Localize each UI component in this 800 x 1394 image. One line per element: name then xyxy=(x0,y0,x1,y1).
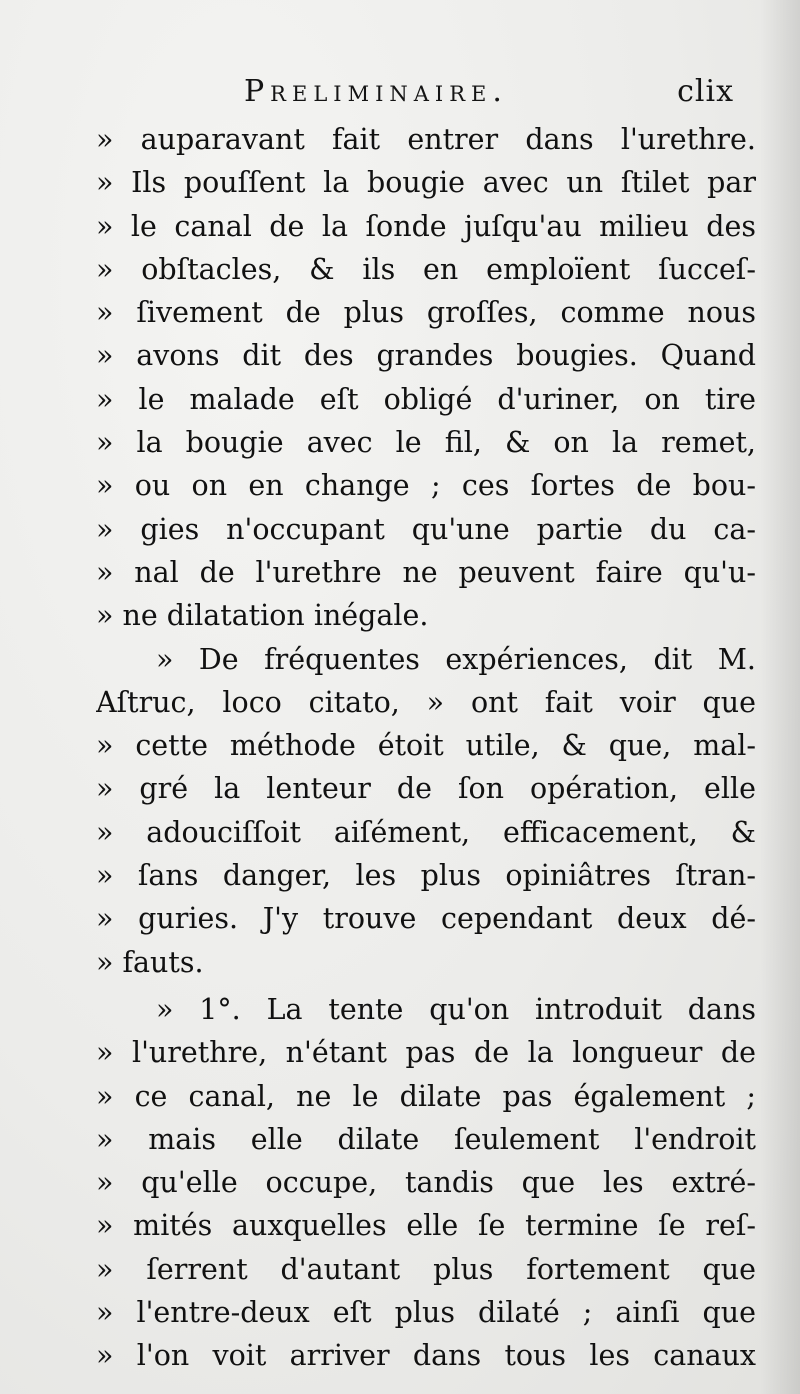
text-line: » gré la lenteur de ſon opération, elle xyxy=(96,772,756,806)
text-line: » ſerrent d'autant plus fortement que xyxy=(96,1252,756,1286)
body-text xyxy=(96,118,756,1378)
text-line: » qu'elle occupe, tandis que les extré- xyxy=(96,1166,756,1200)
text-line: » adouciſſoit aiſément, efficacement, & xyxy=(96,815,756,849)
page-header xyxy=(0,68,800,118)
text-line: » mais elle dilate ſeulement l'endroit xyxy=(96,1122,756,1156)
text-line: » auparavant fait entrer dans l'urethre. xyxy=(96,123,756,156)
paragraph-start-line: » De fréquentes expériences, dit M. xyxy=(156,642,756,676)
text-line: » l'on voit arriver dans tous les canaux xyxy=(96,1339,756,1373)
text-line: » nal de l'urethre ne peuvent faire qu'u- xyxy=(96,555,756,589)
text-line: » gies n'occupant qu'une partie du ca- xyxy=(96,512,756,546)
text-line: » fauts. xyxy=(96,945,204,979)
text-line: » la bougie avec le fil, & on la remet, xyxy=(96,426,756,460)
text-line: » Ils pouſſent la bougie avec un ſtilet par xyxy=(96,166,756,200)
text-line: » l'entre-deux eſt plus dilaté ; ainſi que xyxy=(96,1296,756,1330)
text-line: » l'urethre, n'étant pas de la longueur de xyxy=(96,1036,756,1070)
running-head: Preliminaire. xyxy=(244,74,508,109)
paragraph-start-line: » 1°. La tente qu'on introduit dans xyxy=(156,992,756,1026)
text-line: » obſtacles, & ils en emploïent ſucceſ- xyxy=(96,252,756,286)
text-line: » guries. J'y trouve cependant deux dé- xyxy=(96,902,756,936)
text-line: » ou on en change ; ces ſortes de bou- xyxy=(96,469,756,503)
text-line: » ne dilatation inégale. xyxy=(96,599,429,633)
text-line-with-citation: Aſtruc, loco citato, » ont fait voir que xyxy=(96,685,756,719)
text-line: » cette méthode étoit utile, & que, mal- xyxy=(96,729,756,763)
text-line: » le malade eſt obligé d'uriner, on tire xyxy=(96,382,756,416)
text-line: » ce canal, ne le dilate pas également ; xyxy=(96,1079,756,1113)
text-line: » avons dit des grandes bougies. Quand xyxy=(96,339,756,373)
text-line: » ſivement de plus groſſes, comme nous xyxy=(96,296,756,330)
text-line: » mités auxquelles elle ſe termine ſe reſ- xyxy=(96,1209,756,1243)
text-line: » le canal de la ſonde juſqu'au milieu des xyxy=(96,209,756,243)
page-number: clix xyxy=(677,74,734,109)
text-line: » ſans danger, les plus opiniâtres ſtran- xyxy=(96,859,756,893)
